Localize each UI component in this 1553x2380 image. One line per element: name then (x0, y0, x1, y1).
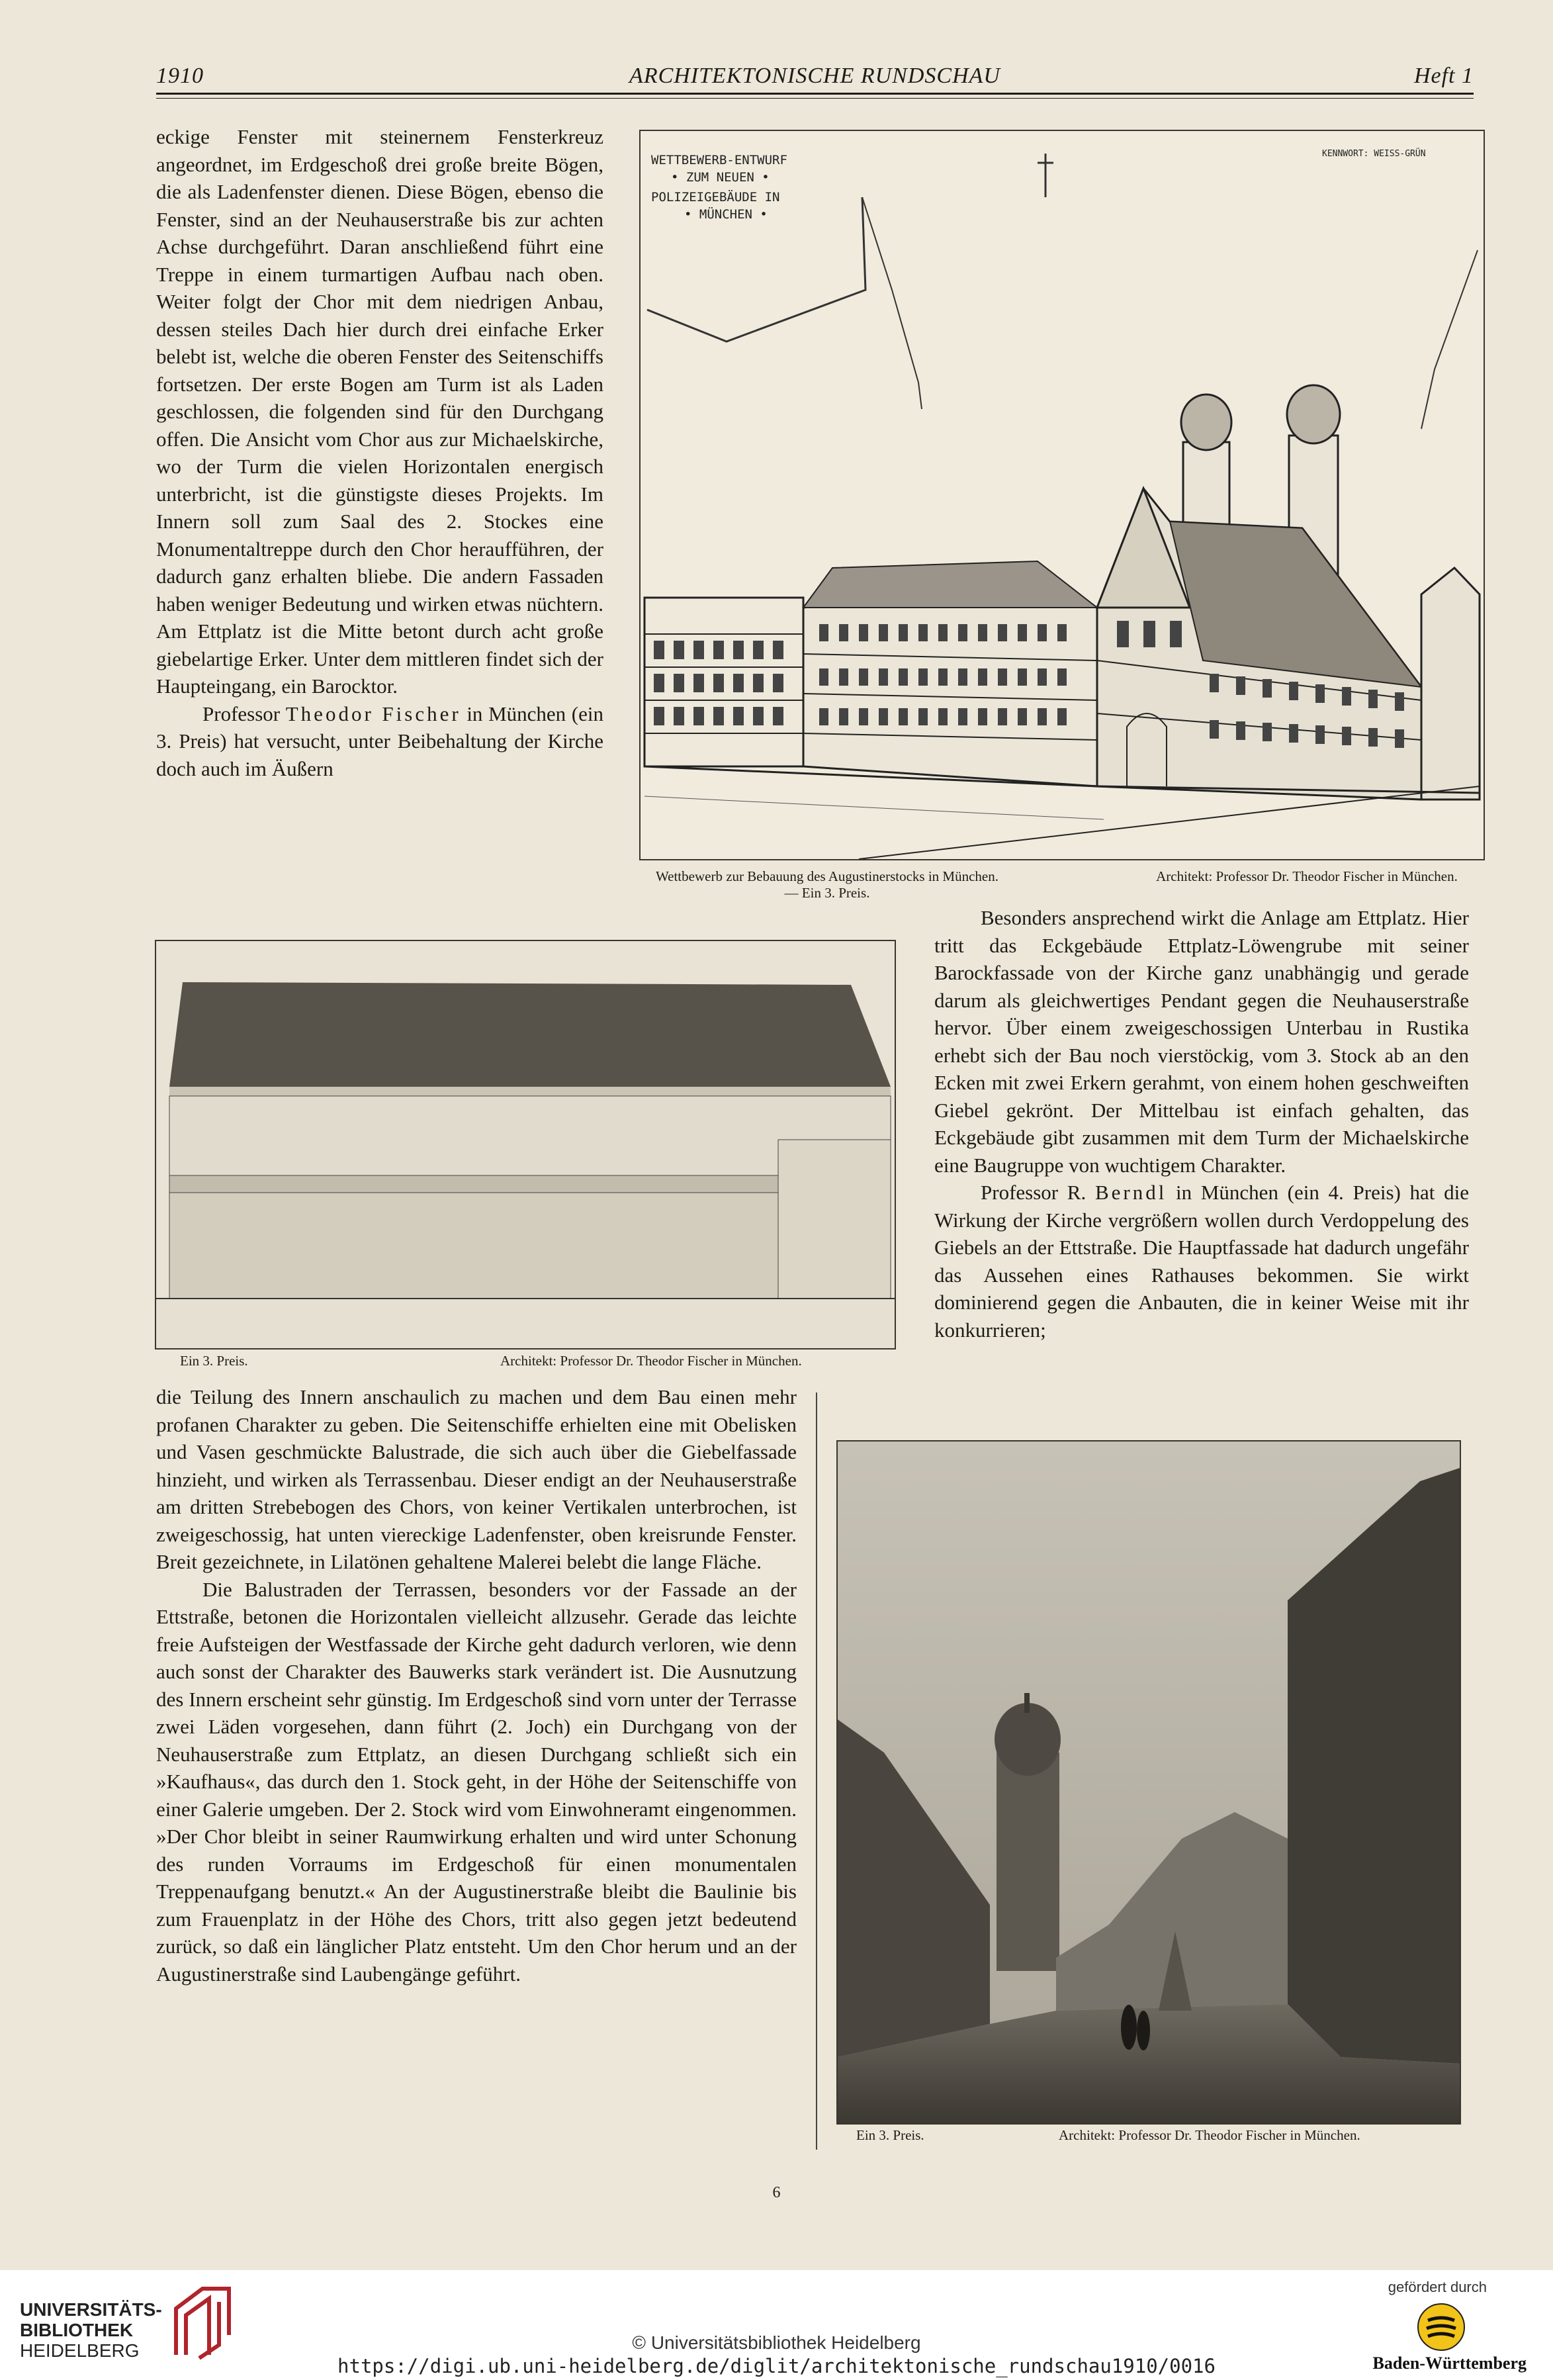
column-rule (816, 1393, 817, 2150)
copyright-notice: © Universitätsbibliothek Heidelberg (632, 2332, 921, 2353)
architect-name: Theodor Fischer (285, 702, 461, 725)
figure-photograph (836, 1440, 1461, 2125)
drawing-inscription-line: WETTBEWERB-ENTWURF (651, 153, 787, 167)
elevation-image (156, 941, 895, 1348)
square-perspective-image (838, 1442, 1460, 2123)
running-header (156, 64, 1474, 93)
library-name: UNIVERSITÄTS- BIBLIOTHEK HEIDELBERG (20, 2299, 162, 2361)
paragraph: eckige Fenster mit steinernem Fensterkreuz angeordnet, im Erdgeschoß drei große breite Bögen, die als Ladenfenster dienen. Diese Bögen, ebenso die Fenster, sind an der Neuhauserstraße bis zur achten Achse durchgeführt. Daran anschließend führt eine Treppe in einem turmartigen Aufbau nach oben. Weiter folgt der Chor mit dem niedrigen Anbau, dessen steiles Dach hier durch drei einfache Erker belebt ist, welche die oberen Fenster des Seitenschiffs fortsetzen. Der erste Bogen am Turm ist als Laden geschlossen, die folgenden sind für den Durchgang offen. Die Ansicht vom Chor aus zur Michaelskirche, wo der Turm die vielen Horizontalen energisch unterbricht, ist die günstigste dieses Projekts. Im Innern soll zum Saal des 2. Stockes eine Monumentaltreppe durch den Chor heraufführen, der dadurch ganz erhalten bliebe. Die andern Fassaden haben weniger Bedeutung und wirken etwas nüchtern. Am Ettplatz ist die Mitte betont durch acht große giebelartige Erker. Unter dem mittleren findet sich der Haupteingang, ein Barocktor. (156, 125, 603, 698)
figure-elevation-drawing (155, 940, 896, 1350)
text-column-right-mid (934, 904, 1469, 1344)
state-coat-of-arms-icon (1416, 2302, 1466, 2352)
text-column-left-bottom (156, 1383, 797, 1988)
text-column-left-top (156, 123, 603, 782)
header-journal-title: ARCHITEKTONISCHE RUNDSCHAU (629, 64, 1000, 88)
figure-caption-right: Architekt: Professor Dr. Theodor Fischer in München. (1059, 2127, 1360, 2143)
drawing-inscription-line: • MÜNCHEN • (684, 207, 768, 222)
paragraph-berndl: Professor R. Berndl in München (ein 4. Preis) hat die Wirkung der Kirche vergrößern wollen durch Verdoppelung des Giebels an der Ettstraße. Die Hauptfassade hat dadurch ungefähr das Aussehen eines Rathauses bekommen. Sie wirkt dominierend gegen die Anbauten, die in keiner Weise mit ihr konkurrieren; (934, 1181, 1469, 1342)
figure-perspective-drawing (639, 130, 1485, 860)
competition-drawing (641, 131, 1484, 859)
paragraph: Besonders ansprechend wirkt die Anlage am Ettplatz. Hier tritt das Eckgebäude Ettplatz-Löwengrube mit seiner Barockfassade von der Kirche ganz unabhängig und gerade darum als gleichwertiges Pendant gegen die Neuhauserstraße hervor. Über einem zweigeschossigen Unterbau in Rustika erhebt sich der Bau noch vierstöckig, vom 3. Stock ab an den Ecken mit zwei Erkern gerahmt, von einem hohen geschweiften Giebel gekrönt. Der Mittelbau ist einfach gehalten, das Eckgebäude gibt zusammen mit dem Turm der Michaelskirche eine Baugruppe von wuchtigem Charakter. (934, 906, 1469, 1177)
figure-caption-right: Architekt: Professor Dr. Theodor Fischer in München. (500, 1353, 802, 1369)
drawing-inscription-line: POLIZEIGEBÄUDE IN (651, 190, 780, 205)
state-name: Baden-Württemberg (1372, 2354, 1527, 2373)
header-rule-thin (156, 98, 1474, 99)
figure-caption-left: Ein 3. Preis. (856, 2127, 924, 2143)
figure-caption-left: Ein 3. Preis. (180, 1353, 248, 1369)
figure-caption-left: Wettbewerb zur Bebauung des Augustinerstocks in München. — Ein 3. Preis. (656, 868, 998, 901)
architect-name: Berndl (1094, 1181, 1167, 1204)
page-number: 6 (772, 2184, 781, 2201)
header-year: 1910 (156, 64, 204, 88)
drawing-inscription-line: • ZUM NEUEN • (671, 170, 770, 185)
funded-by-label: gefördert durch (1388, 2279, 1487, 2295)
header-rule (156, 93, 1474, 95)
figure-caption-right: Architekt: Professor Dr. Theodor Fischer in München. (1156, 868, 1458, 884)
drawing-motto: KENNWORT: WEISS-GRÜN (1322, 149, 1426, 159)
permalink[interactable]: https://digi.ub.uni-heidelberg.de/diglit/architektonische_rundschau1910/0016 (337, 2355, 1216, 2377)
paragraph: Die Balustraden der Terrassen, besonders vor der Fassade an der Ettstraße, betonen die Horizontalen vielleicht allzusehr. Gerade das leichte freie Aufsteigen der Westfassade der Kirche geht dadurch verloren, wie denn auch sonst der Charakter des Bauwerks stark verändert ist. Die Ausnutzung des Innern erscheint sehr günstig. Im Erdgeschoß sind vorn unter der Terrasse zwei Läden vorgesehen, dann führt (2. Joch) ein Durchgang von der Neuhauserstraße zum Ettplatz, an diesen Durchgang schließt sich ein »Kaufhaus«, das durch den 1. Stock geht, in der Höhe der Seitenschiffe von einer Galerie umgeben. Der 2. Stock wird vom Einwohneramt eingenommen. »Der Chor bleibt in seiner Raumwirkung erhalten und wird unter Schonung des runden Vorraums im Erdgeschoß für einen monumentalen Treppenaufgang benutzt.« An der Augustinerstraße bleibt die Baulinie bis zum Frauenplatz in der Höhe des Chors, tritt also gegen jetzt bedeutend zurück, so daß ein länglicher Platz entsteht. Um den Chor herum und an der Augustinerstraße sind Laubengänge geführt. (156, 1577, 797, 1986)
paragraph-fischer: Professor Theodor Fischer in München (ein 3. Preis) hat versucht, unter Beibehaltung der Kirche doch auch im Äußern (156, 702, 603, 780)
header-issue: Heft 1 (1413, 64, 1474, 88)
paragraph: die Teilung des Innern anschaulich zu machen und dem Bau einen mehr profanen Charakter zu geben. Die Seitenschiffe erhielten eine mit Obelisken und Vasen geschmückte Balustrade, die sich auch über die Giebelfassade hinzieht, und wirken als Terrassenbau. Dieser endigt an der Neuhauserstraße am dritten Strebebogen des Chors, von keiner Vertikalen unterbrochen, ist zweigeschossig, hat unten viereckige Ladenfenster, oben kreisrunde Fenster. Breit gezeichnete, in Lilatönen gehaltene Malerei belebt die lange Fläche. (156, 1385, 797, 1573)
